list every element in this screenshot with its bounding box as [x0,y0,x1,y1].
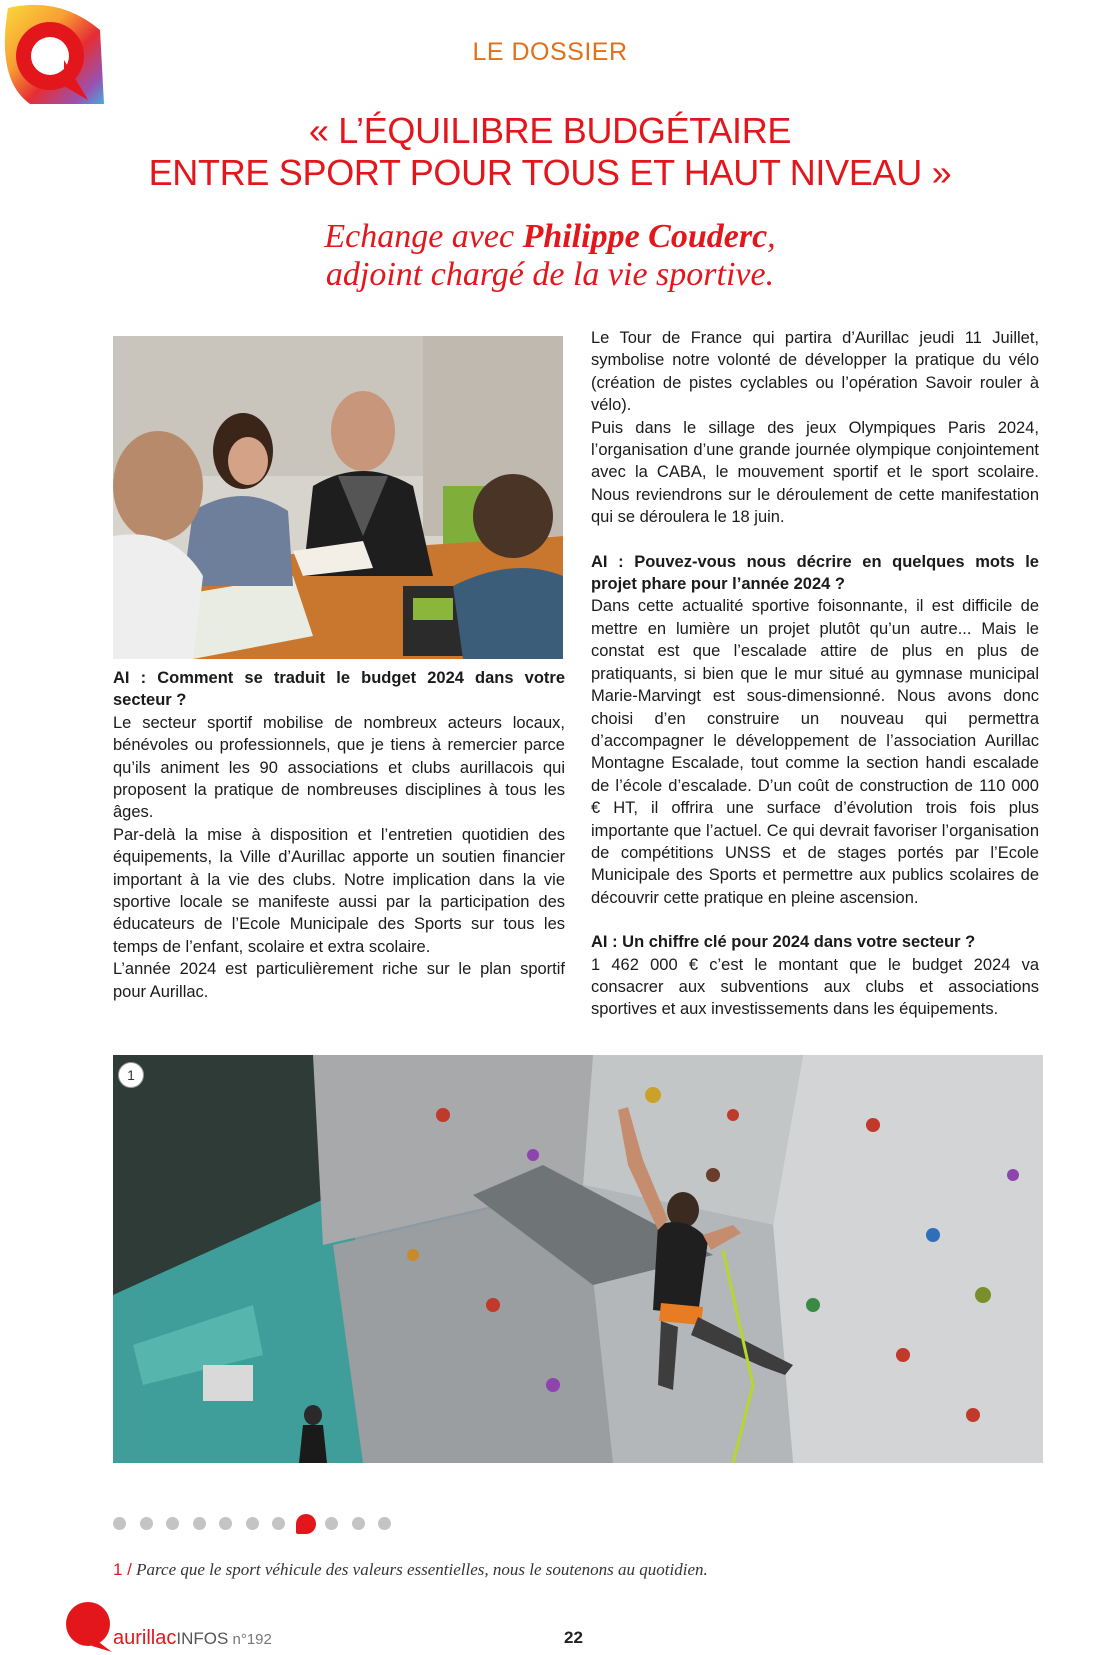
page-dot [246,1517,259,1530]
paragraph: Le secteur sportif mobilise de nombreux acteurs locaux, bénévoles ou professionnels, que je tiens à remercier parce qu’ils animent les 90 associations et clubs aurillacois qui proposent la pratique de nombreuses disciplines à tous les âges. [113,713,565,822]
question-budget: AI : Comment se traduit le budget 2024 dans votre secteur ? [113,669,565,710]
subtitle-line-1 [40,218,1060,256]
caption-number: 1 / [113,1560,132,1579]
title-line-2: ENTRE SPORT POUR TOUS ET HAUT NIVEAU » [148,152,952,193]
page-dot-active [296,1514,316,1534]
magazine-brand [113,1627,272,1650]
page-progress-dots [113,1512,405,1536]
article-subtitle [40,218,1060,294]
interviewee-name: Philippe Couderc [522,218,768,255]
brand-infos: INFOS [176,1629,229,1648]
section-label: LE DOSSIER [472,38,628,66]
page-number: 22 [564,1628,583,1647]
right-text-column [591,327,1039,1021]
subtitle-suffix: , [767,218,776,255]
page-dot [140,1517,153,1530]
page-dot [352,1517,365,1530]
photo-caption [113,1560,1043,1580]
interview-photo [113,336,563,659]
paragraph: Dans cette actualité sportive foisonnante, il est difficile de mettre en lumière un projet plutôt qu’un autre... Mais le constat est que l’escalade attire de plus en plus de pratiquants, si bien que le mur situé au gymnase municipal Marie-Marvingt est sous-dimensionné. Nous avons donc choisi d’en construire un nouveau qui permettra d’accompagner le développement de l’association Aurillac Montagne Escalade, tout comme la section handi escalade de l’école d’escalade. D’un coût de construction de 110 000 € HT, il offrira une surface d’évolution trois fois plus importante que l’actuel. Ce qui devrait favoriser l’organisation de compétitions UNSS et de stages portés par l’Ecole Municipale des Sports et permettre aux publics scolaires de découvrir cette pratique en pleine ascension. [591,597,1039,907]
page-dot [113,1517,126,1530]
paragraph: Par-delà la mise à disposition et l’entretien quotidien des équipements, la Ville d’Aurillac apporte un soutien financier important à la vie des clubs. Notre implication dans la vie sportive locale se manifeste aussi par la participation des éducateurs de l’Ecole Municipale des Sports sur tous les temps de l’enfant, scolaire et extra scolaire. [113,825,565,956]
paragraph: 1 462 000 € c’est le montant que le budget 2024 va consacrer aux subventions aux clubs et associations sportives et aux investissements dans les équipements. [591,955,1039,1019]
article-title [40,110,1060,194]
page-dot [219,1517,232,1530]
caption-text: Parce que le sport véhicule des valeurs essentielles, nous le soutenons au quotidien. [131,1560,708,1579]
photo-number-badge: 1 [118,1062,144,1088]
page-dot [272,1517,285,1530]
page-dot [325,1517,338,1530]
question-project: AI : Pouvez-vous nous décrire en quelques mots le projet phare pour l’année 2024 ? [591,552,1039,594]
paragraph: Le Tour de France qui partira d’Aurillac jeudi 11 Juillet, symbolise notre volonté de développer la pratique du vélo (création de pistes cyclables ou l’opération Savoir rouler à vélo). [591,329,1039,415]
subtitle-prefix: Echange avec [324,218,523,255]
question-key-figure: AI : Un chiffre clé pour 2024 dans votre secteur ? [591,933,976,952]
issue-number: n°192 [228,1631,272,1648]
page-dot [378,1517,391,1530]
paragraph: L’année 2024 est particulièrement riche sur le plan sportif pour Aurillac. [113,960,565,1001]
subtitle-line-2: adjoint chargé de la vie sportive. [325,256,775,293]
paragraph: Puis dans le sillage des jeux Olympiques Paris 2024, l’organisation d’une grande journée olympique conjointement avec la CABA, le mouvement sportif et le sport scolaire. Nous reviendrons sur le déroulement de cette manifestation qui se déroulera le 18 juin. [591,418,1039,527]
title-line-1: « L’ÉQUILIBRE BUDGÉTAIRE [308,110,792,151]
page-dot [166,1517,179,1530]
left-text-column [113,667,565,1003]
brand-name: aurillac [113,1627,177,1649]
climbing-wall-photo [113,1055,1043,1463]
footer-logo-icon [62,1600,114,1652]
page-dot [193,1517,206,1530]
